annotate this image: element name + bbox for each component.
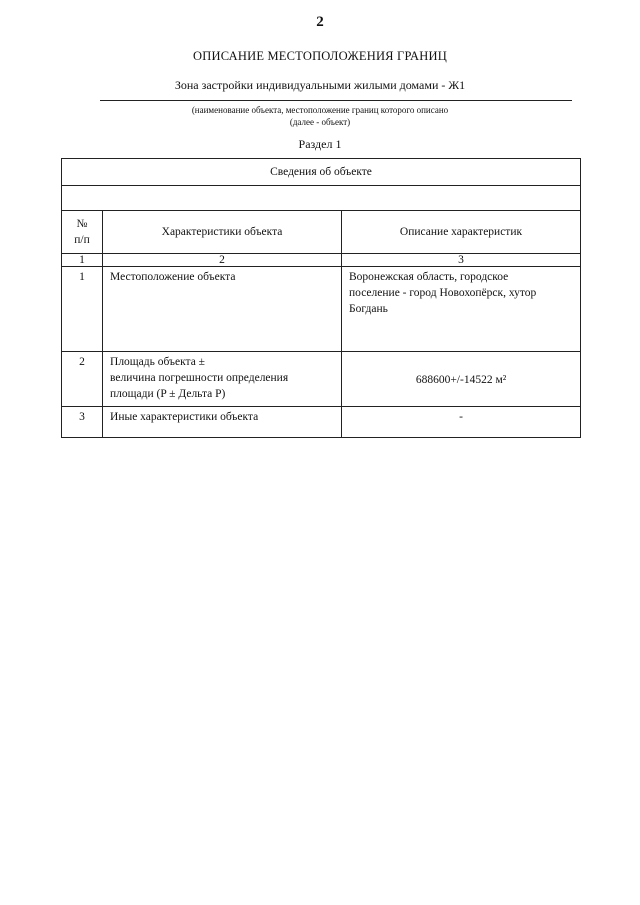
characteristic-line: площади (P ± Дельта P) [110, 388, 226, 400]
table-row [62, 352, 581, 407]
table-blank-cell [62, 186, 581, 211]
description-line: Воронежская область, городское [349, 271, 509, 283]
header-number [62, 211, 103, 254]
description-line: 688600+/-14522 м² [415, 374, 507, 386]
row-number: 2 [62, 352, 103, 407]
row-characteristic [103, 267, 342, 352]
section-label: Раздел 1 [298, 137, 342, 151]
header-description: Описание характеристик [342, 211, 581, 254]
object-hint-line-2: (далее - объект) [289, 117, 351, 127]
object-hint-line-1: (наименование объекта, местоположение границ которого описано [191, 105, 449, 115]
characteristic-line: Площадь объекта ± [110, 356, 205, 368]
row-characteristic [103, 407, 342, 438]
row-characteristic [103, 352, 342, 407]
row-number: 3 [62, 407, 103, 438]
object-info-table [61, 158, 581, 438]
object-name: Зона застройки индивидуальными жилыми домами - Ж1 [174, 78, 466, 92]
header-number-abbr: п/п [74, 234, 90, 246]
table-header-row [62, 211, 581, 254]
page-number: 2 [316, 14, 324, 30]
table-blank-row [62, 186, 581, 211]
table-title: Сведения об объекте [62, 159, 581, 186]
header-number-symbol: № [76, 218, 88, 230]
characteristic-line: Местоположение объекта [110, 271, 236, 283]
characteristic-line: Иные характеристики объекта [110, 411, 259, 423]
column-index-row [62, 254, 581, 267]
description-line: - [459, 411, 463, 423]
description-line: Богдань [349, 303, 388, 315]
row-description [342, 407, 581, 438]
column-index-1: 1 [62, 254, 103, 267]
column-index-3: 3 [342, 254, 581, 267]
characteristic-line: величина погрешности определения [110, 372, 289, 384]
document-title: ОПИСАНИЕ МЕСТОПОЛОЖЕНИЯ ГРАНИЦ [193, 49, 447, 63]
table-row [62, 407, 581, 438]
table-title-row [62, 159, 581, 186]
object-name-hint [0, 104, 640, 128]
row-number: 1 [62, 267, 103, 352]
object-name-underline [100, 100, 572, 101]
table-row [62, 267, 581, 352]
description-line: поселение - город Новохопёрск, хутор [349, 287, 537, 299]
row-description [342, 267, 581, 352]
header-characteristics: Характеристики объекта [103, 211, 342, 254]
column-index-2: 2 [103, 254, 342, 267]
row-description [342, 352, 581, 407]
